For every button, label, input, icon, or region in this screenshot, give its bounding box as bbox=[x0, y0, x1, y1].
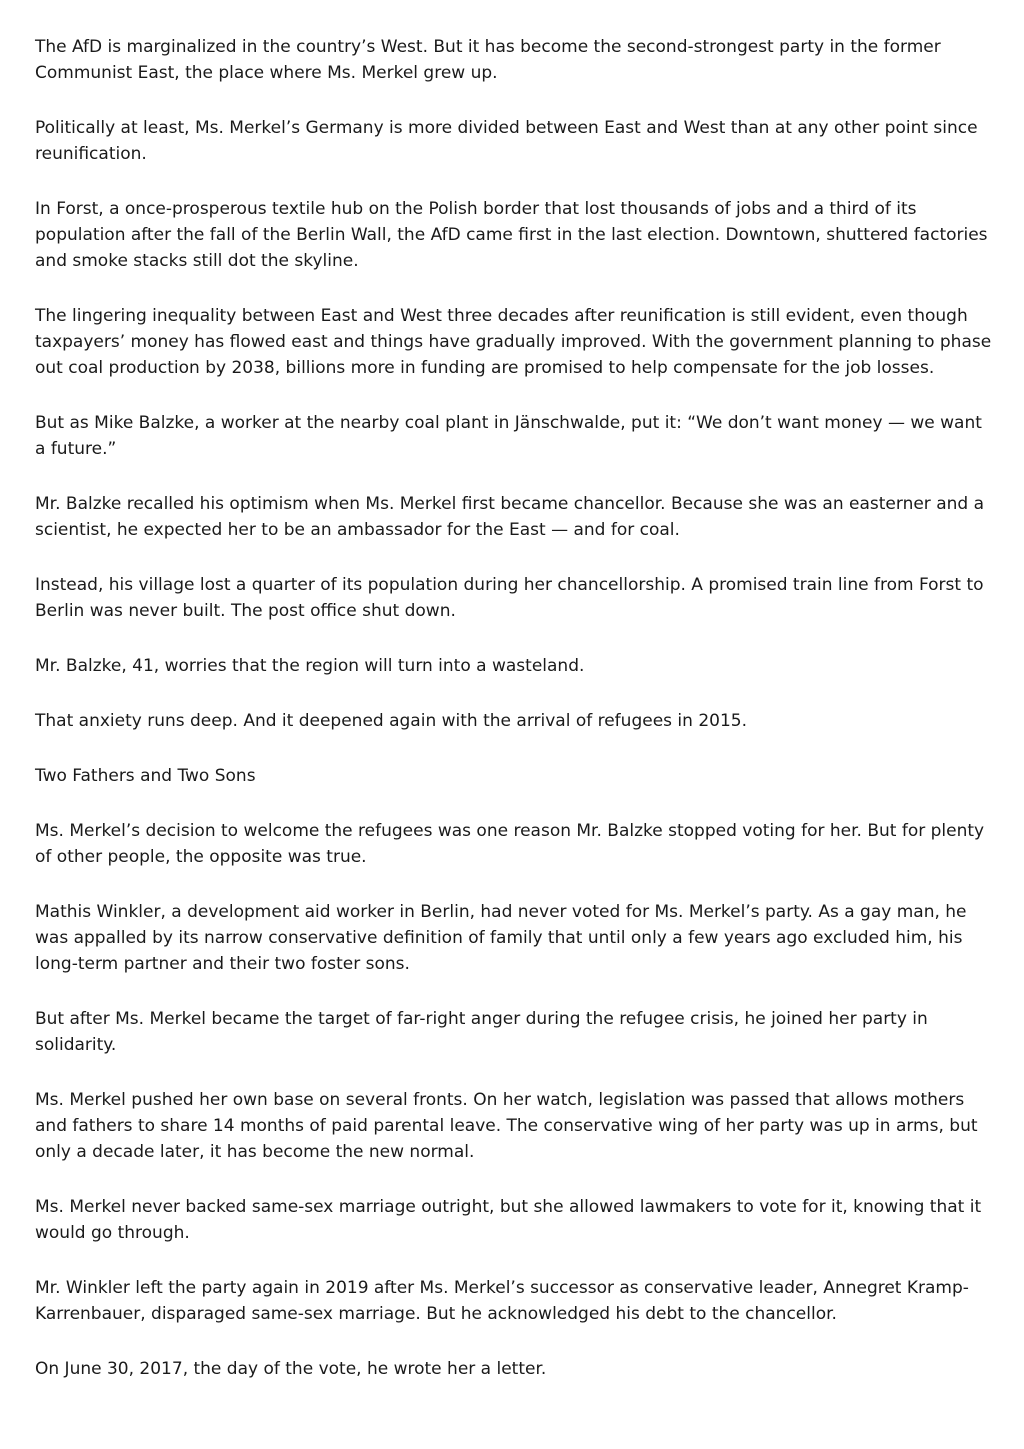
paragraph-divided-germany: Politically at least, Ms. Merkel’s Germany is more divided between East and West than at any other point since reunification. bbox=[35, 118, 978, 164]
paragraph-forst: In Forst, a once-prosperous textile hub on the Polish border that lost thousands of jobs and a third of its population after the fall of the Berlin Wall, the AfD came first in the last election. Downtown, shuttered factories and smoke stacks still dot the skyline. bbox=[35, 199, 988, 271]
paragraph-wasteland: Mr. Balzke, 41, worries that the region will turn into a wasteland. bbox=[35, 656, 585, 676]
paragraph-inequality: The lingering inequality between East and West three decades after reunification is still evident, even though taxpayers’ money has flowed east and things have gradually improved. With the government planning to phase out coal production by 2038, billions more in funding are promised to help compensate for the job losses. bbox=[35, 306, 992, 378]
section-heading: Two Fathers and Two Sons bbox=[35, 766, 256, 786]
paragraph-village-loss: Instead, his village lost a quarter of its population during her chancellorship. A promised train line from Forst to Berlin was never built. The post office shut down. bbox=[35, 575, 984, 621]
paragraph-anxiety: That anxiety runs deep. And it deepened again with the arrival of refugees in 2015. bbox=[35, 711, 747, 731]
paragraph-winkler-left: Mr. Winkler left the party again in 2019 after Ms. Merkel’s successor as conservative leader, Annegret Kramp-Karrenbauer, disparaged same-sex marriage. But he acknowledged his debt to the chancellor. bbox=[35, 1278, 969, 1324]
paragraph-refugees-decision: Ms. Merkel’s decision to welcome the refugees was one reason Mr. Balzke stopped voting for her. But for plenty of other people, the opposite was true. bbox=[35, 821, 985, 867]
paragraph-balzke-quote: But as Mike Balzke, a worker at the nearby coal plant in Jänschwalde, put it: “We don’t want money — we want a future.” bbox=[35, 413, 982, 459]
paragraph-balzke-optimism: Mr. Balzke recalled his optimism when Ms. Merkel first became chancellor. Because she was an easterner and a scientist, he expected her to be an ambassador for the East — and for coal. bbox=[35, 494, 984, 540]
paragraph-solidarity: But after Ms. Merkel became the target of far-right anger during the refugee crisis, he joined her party in solidarity. bbox=[35, 1009, 928, 1055]
paragraph-letter: On June 30, 2017, the day of the vote, he wrote her a letter. bbox=[35, 1359, 547, 1379]
paragraph-same-sex-marriage: Ms. Merkel never backed same-sex marriage outright, but she allowed lawmakers to vote for it, knowing that it would go through. bbox=[35, 1197, 982, 1243]
article-body bbox=[35, 34, 995, 1411]
paragraph-parental-leave: Ms. Merkel pushed her own base on several fronts. On her watch, legislation was passed that allows mothers and fathers to share 14 months of paid parental leave. The conservative wing of her party was up in arms, but only a decade later, it has become the new normal. bbox=[35, 1090, 978, 1162]
paragraph-winkler: Mathis Winkler, a development aid worker in Berlin, had never voted for Ms. Merkel’s party. As a gay man, he was appalled by its narrow conservative definition of family that until only a few years ago excluded him, his long-term partner and their two foster sons. bbox=[35, 902, 967, 974]
paragraph-afd-east: The AfD is marginalized in the country’s West. But it has become the second-strongest party in the former Communist East, the place where Ms. Merkel grew up. bbox=[35, 37, 941, 83]
